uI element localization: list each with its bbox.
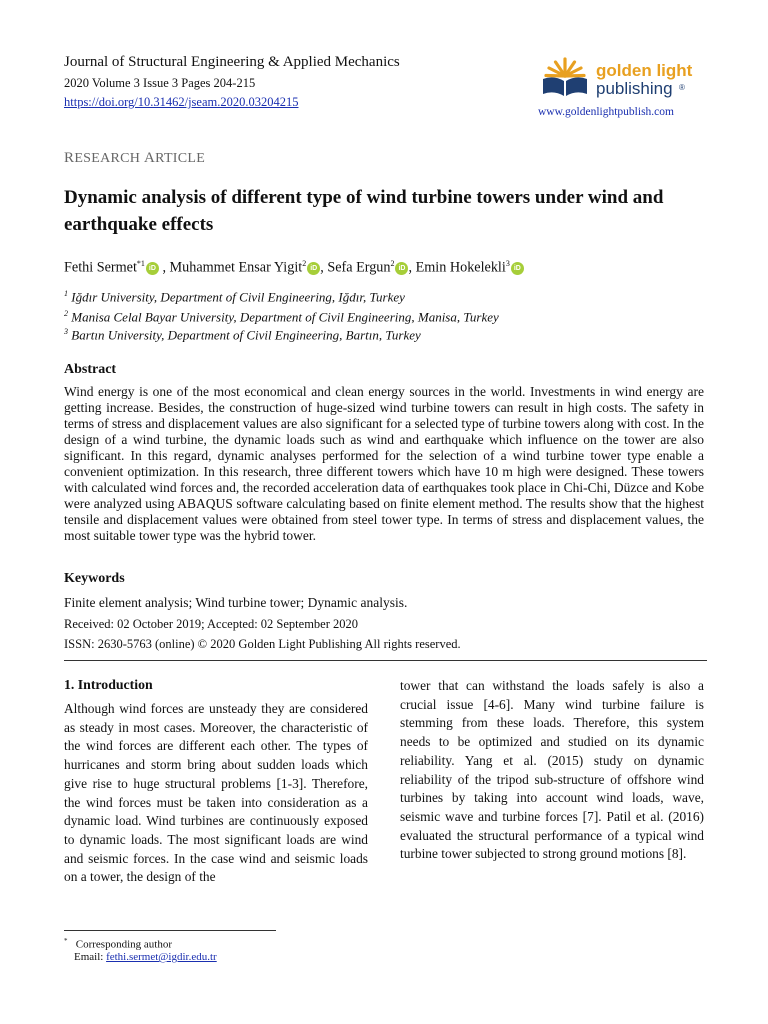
publisher-website-link[interactable]: www.goldenlightpublish.com (538, 106, 674, 118)
issn-copyright: ISSN: 2630-5763 (online) © 2020 Golden Light Publishing All rights reserved. (64, 637, 461, 651)
keywords-heading: Keywords (64, 571, 125, 586)
publisher-logo (538, 50, 718, 108)
author-list: Fethi Sermet$^{*1}$iD , Muhammet Ensar Yigit$^2$iD , Sefa Ergun$^2$iD , Emin Hokelekli$^3$iD (64, 259, 714, 277)
author-name[interactable]: Fethi Sermet (64, 259, 137, 276)
section-divider (64, 660, 707, 661)
author-name[interactable]: Muhammet Ensar Yigit (169, 259, 303, 276)
logo-text-top: golden light (596, 61, 693, 80)
author-affiliation-mark: *1 (136, 259, 145, 268)
article-type: RESEARCH ARTICLE (64, 150, 206, 166)
logo-text-bottom: publishing (596, 79, 673, 98)
affiliation-3: $^3$ Bartın University, Department of Civil Engineering, Bartın, Turkey (64, 327, 421, 343)
article-title: Dynamic analysis of different type of wind turbine towers under wind and earthquake effects (64, 187, 664, 235)
footnote-corresponding: * Corresponding author (64, 937, 172, 951)
footnote-divider (64, 930, 276, 931)
author-name[interactable]: Emin Hokelekli (415, 259, 506, 276)
affiliation-1: $^1$ Iğdır University, Department of Civil Engineering, Iğdır, Turkey (64, 289, 405, 305)
author-affiliation-mark: 2 (390, 259, 395, 268)
introduction-left-column: Although wind forces are unsteady they are considered as steady in most cases. Moreover, the characteristic of the wind forces are different each other. The types of hurricanes and storm bring about sudden loads which give rise to huge structural problems [1-3]. Therefore, the wind forces must be taken into consideration as a dynamic load. Wind turbines are continuously exposed to dynamic loads. The most significant loads are wind and seismic forces. In the case wind and seismic loads on a tower, the design of the (64, 701, 368, 885)
author-name[interactable]: Sefa Ergun (327, 259, 391, 276)
affiliation-2: $^2$ Manisa Celal Bayar University, Department of Civil Engineering, Manisa, Turkey (64, 309, 499, 325)
email-link[interactable]: fethi.sermet@igdir.edu.tr (106, 951, 217, 963)
registered-mark: ® (679, 83, 685, 92)
author-affiliation-mark: 2 (302, 259, 307, 268)
journal-name: Journal of Structural Engineering & Applied Mechanics (64, 54, 400, 70)
introduction-right-column: tower that can withstand the loads safely is also a crucial issue [4-6]. Many wind turbine failure is stemming from these loads. Therefore, this system needs to be optimized and studied on its dynamic reliability. Yang et al. (2015) study on dynamic reliability of the tripod sub-structure of offshore wind turbines by taking into account wind loads, wave, seismic wave and turbine forces [7]. Patil et al. (2016) evaluated the structural performance of a typical wind turbine tower subjected to strong ground motions [8]. (400, 678, 704, 862)
abstract-heading: Abstract (64, 362, 117, 377)
keywords-text: Finite element analysis; Wind turbine tower; Dynamic analysis. (64, 595, 408, 610)
received-dates: Received: 02 October 2019; Accepted: 02 September 2020 (64, 617, 359, 631)
introduction-heading: 1. Introduction (64, 677, 153, 692)
orcid-icon[interactable]: iD (395, 262, 408, 275)
orcid-icon[interactable]: iD (511, 262, 524, 275)
orcid-icon[interactable]: iD (307, 262, 320, 275)
abstract-text: Wind energy is one of the most economical and clean energy sources in the world. Investments in wind energy are getting increase. Besides, the construction of huge-sized wind turbine towers can result in high costs. The safety in terms of stress and displacement values are also significant for a selected type of turbine towers along with cost. In the design of a wind turbine, the dynamic loads such as wind and earthquake which influence on the tower are also significant. In this regard, dynamic analyses performed for the selection of a wind turbine tower type enable a convenient optimization. In this research, three different towers which have 10 m high were designed. These towers with calculated wind forces and, the recorded acceleration data of earthquakes took place in Chi-Chi, Düzce and Kobe were analyzed using ABAQUS software calculating based on finite element method. The results show that the highest tensile and displacement values were obtained from steel tower type. In terms of stress and displacement values, the most suitable tower type was the hybrid tower. (64, 384, 704, 543)
orcid-icon[interactable]: iD (146, 262, 159, 275)
author-affiliation-mark: 3 (505, 259, 510, 268)
doi-link[interactable]: https://doi.org/10.31462/jseam.2020.03204215 (64, 95, 299, 109)
sunrise-book-icon (538, 50, 718, 108)
volume-info: 2020 Volume 3 Issue 3 Pages 204-215 (64, 76, 256, 90)
footnote-email: Email: fethi.sermet@igdir.edu.tr (74, 951, 217, 963)
